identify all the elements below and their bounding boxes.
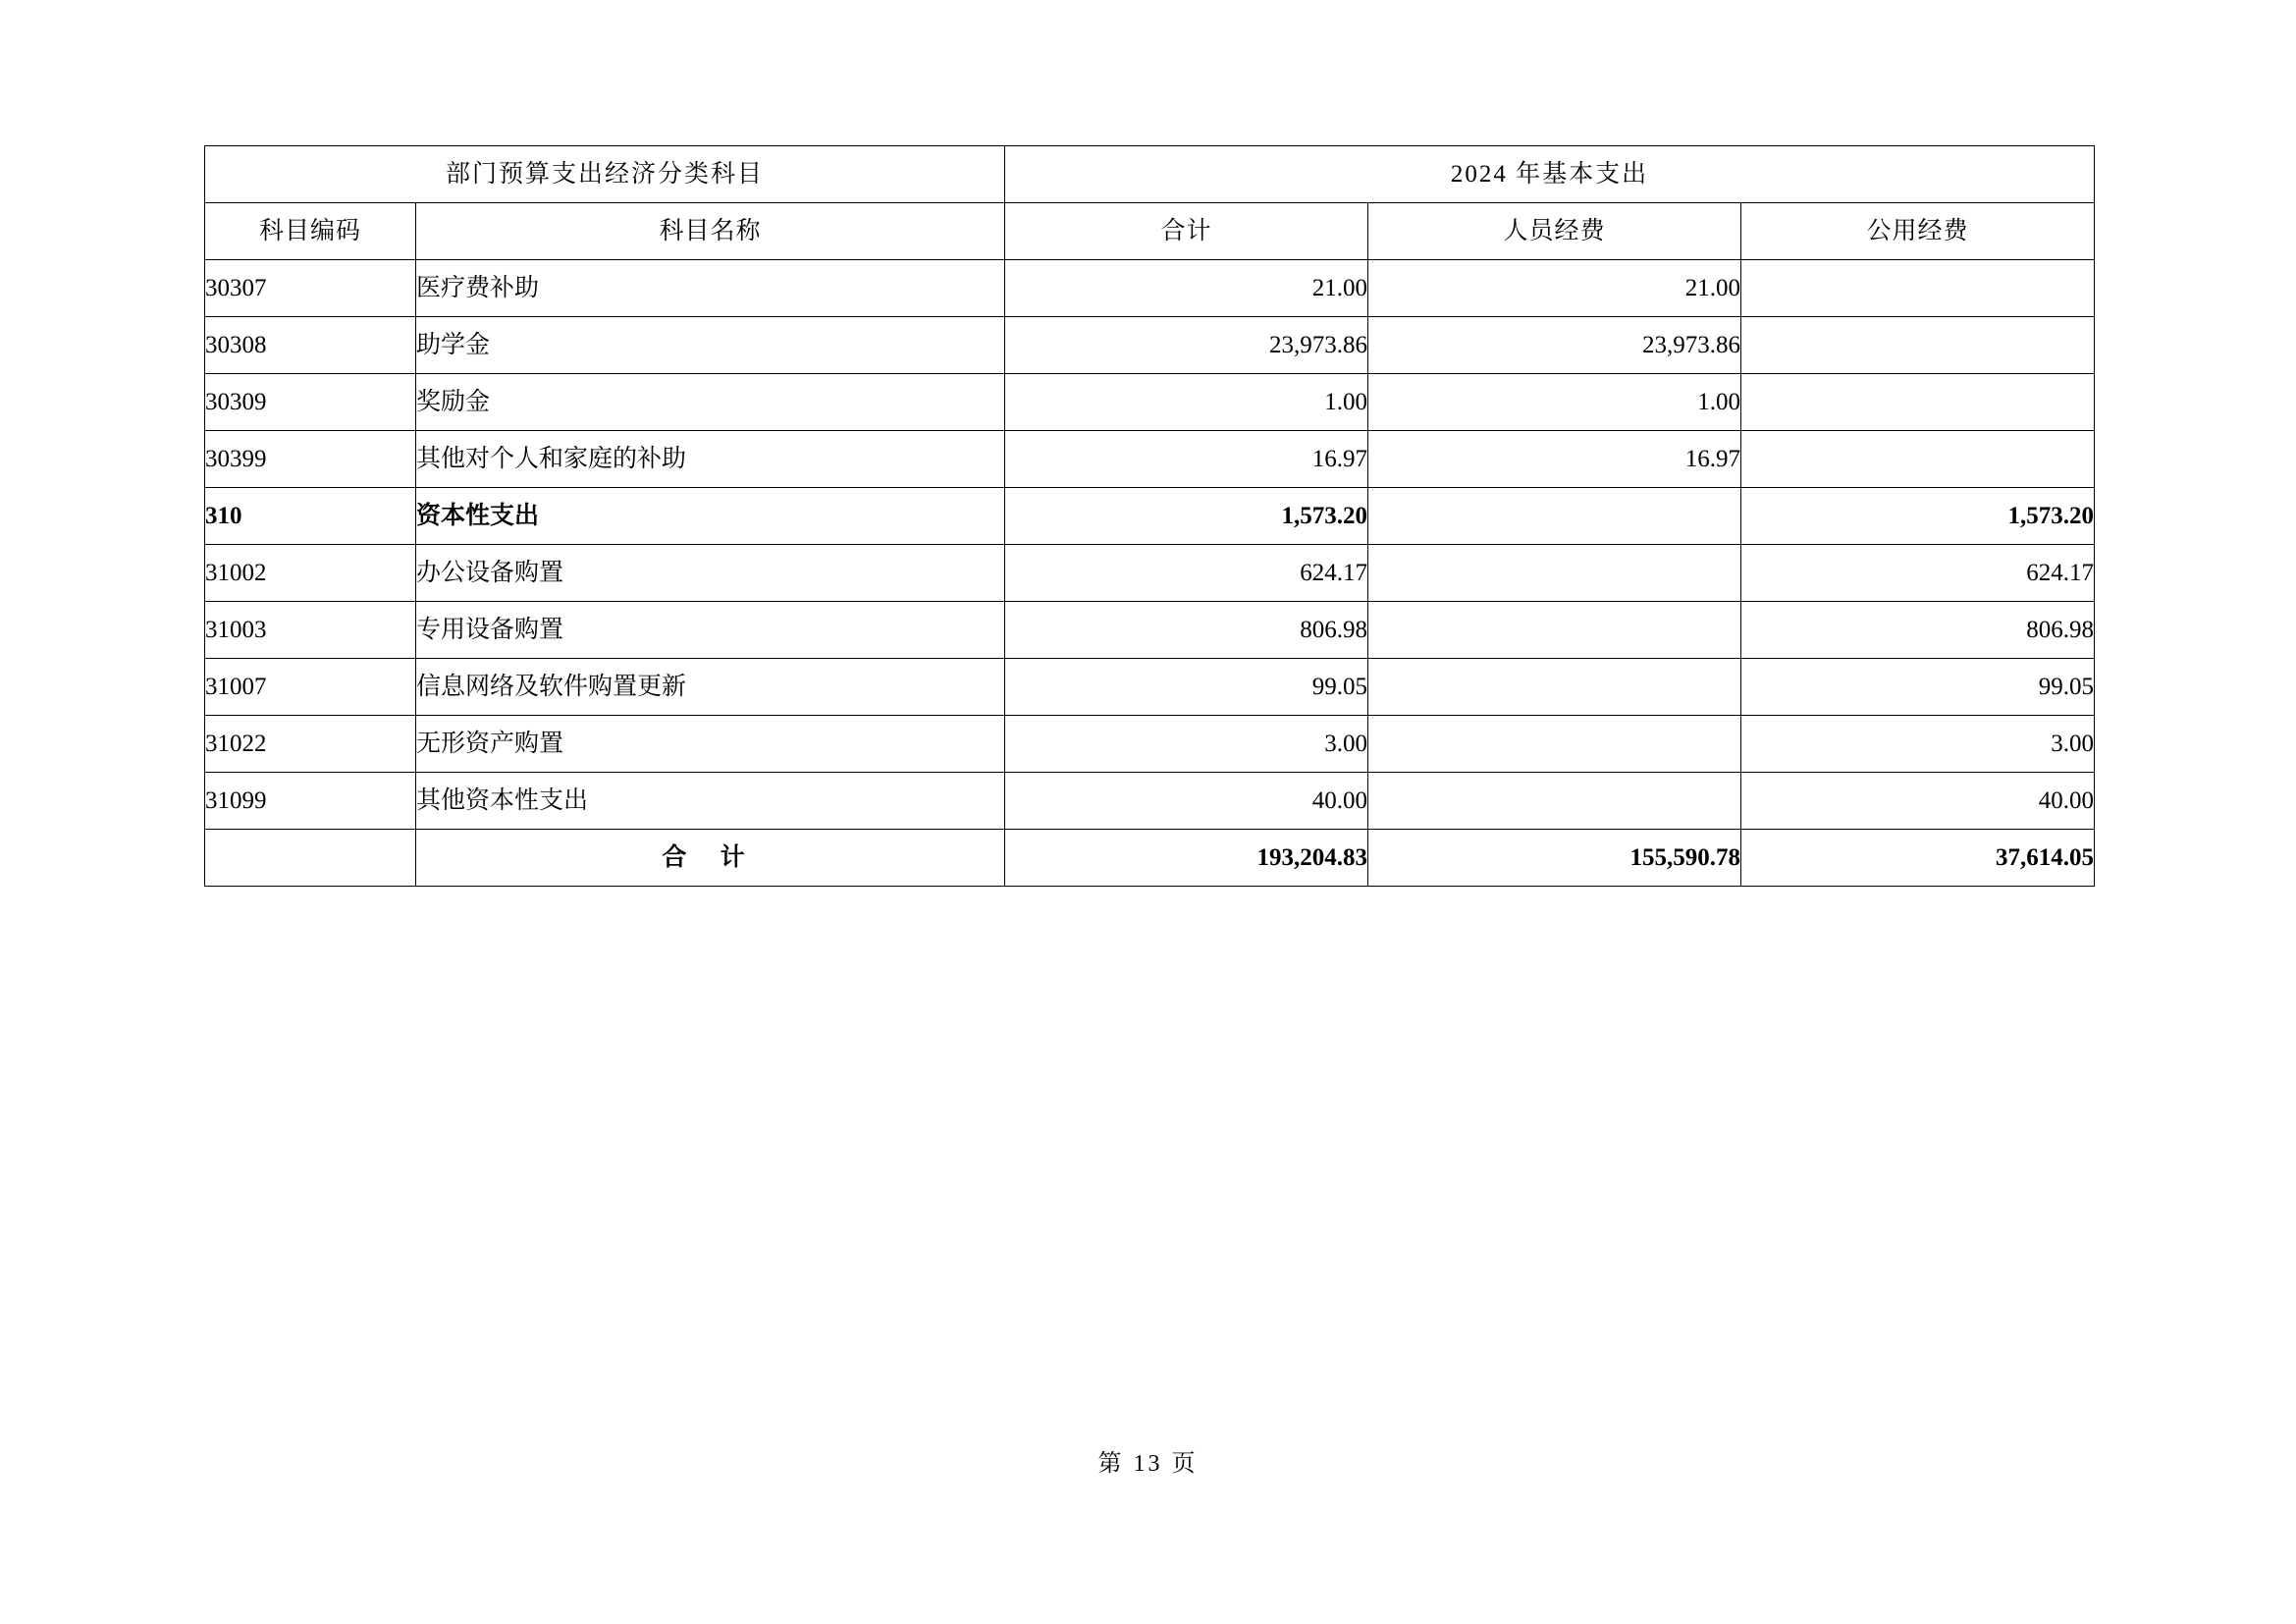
cell-public [1741, 260, 2095, 317]
cell-public [1741, 317, 2095, 374]
total-row-personnel: 155,590.78 [1368, 830, 1741, 887]
table-row [205, 659, 2095, 716]
cell-public [1741, 374, 2095, 431]
total-row-total: 193,204.83 [1005, 830, 1368, 887]
cell-name: 助学金 [416, 317, 1005, 374]
budget-expenditure-table [204, 145, 2095, 887]
cell-code: 30308 [205, 317, 416, 374]
cell-total: 3.00 [1005, 716, 1368, 773]
cell-name: 医疗费补助 [416, 260, 1005, 317]
cell-code: 310 [205, 488, 416, 545]
cell-code: 30309 [205, 374, 416, 431]
cell-personnel: 23,973.86 [1368, 317, 1741, 374]
cell-public: 3.00 [1741, 716, 2095, 773]
header-left-title: 部门预算支出经济分类科目 [205, 146, 1005, 203]
cell-name: 资本性支出 [416, 488, 1005, 545]
table-row [205, 545, 2095, 602]
table-row [205, 317, 2095, 374]
cell-name: 无形资产购置 [416, 716, 1005, 773]
cell-personnel [1368, 545, 1741, 602]
table-header [205, 146, 2095, 260]
table-header-sub-row [205, 203, 2095, 260]
cell-personnel: 1.00 [1368, 374, 1741, 431]
cell-total: 1,573.20 [1005, 488, 1368, 545]
cell-public [1741, 431, 2095, 488]
cell-total: 16.97 [1005, 431, 1368, 488]
table-row [205, 488, 2095, 545]
table-row [205, 260, 2095, 317]
cell-public: 1,573.20 [1741, 488, 2095, 545]
cell-public: 806.98 [1741, 602, 2095, 659]
column-header-code: 科目编码 [205, 203, 416, 260]
header-right-title: 2024 年基本支出 [1005, 146, 2095, 203]
table-row [205, 716, 2095, 773]
total-row-public: 37,614.05 [1741, 830, 2095, 887]
cell-total: 1.00 [1005, 374, 1368, 431]
cell-public: 99.05 [1741, 659, 2095, 716]
column-header-total: 合计 [1005, 203, 1368, 260]
cell-total: 40.00 [1005, 773, 1368, 830]
cell-code: 31003 [205, 602, 416, 659]
cell-name: 办公设备购置 [416, 545, 1005, 602]
total-row-label: 合 计 [416, 830, 1005, 887]
cell-personnel [1368, 602, 1741, 659]
column-header-name: 科目名称 [416, 203, 1005, 260]
cell-personnel [1368, 488, 1741, 545]
table-row [205, 602, 2095, 659]
cell-personnel [1368, 716, 1741, 773]
cell-total: 806.98 [1005, 602, 1368, 659]
cell-total: 624.17 [1005, 545, 1368, 602]
cell-code: 30307 [205, 260, 416, 317]
table-total-row [205, 830, 2095, 887]
cell-name: 其他对个人和家庭的补助 [416, 431, 1005, 488]
cell-personnel: 21.00 [1368, 260, 1741, 317]
column-header-personnel: 人员经费 [1368, 203, 1741, 260]
cell-code: 31022 [205, 716, 416, 773]
table-row [205, 773, 2095, 830]
cell-code: 31099 [205, 773, 416, 830]
budget-table-container [204, 145, 2094, 887]
cell-public: 624.17 [1741, 545, 2095, 602]
cell-code: 31007 [205, 659, 416, 716]
cell-name: 其他资本性支出 [416, 773, 1005, 830]
table-row [205, 374, 2095, 431]
cell-code: 30399 [205, 431, 416, 488]
cell-total: 99.05 [1005, 659, 1368, 716]
column-header-public: 公用经费 [1741, 203, 2095, 260]
cell-personnel: 16.97 [1368, 431, 1741, 488]
cell-total: 21.00 [1005, 260, 1368, 317]
cell-name: 专用设备购置 [416, 602, 1005, 659]
cell-personnel [1368, 659, 1741, 716]
total-row-empty-code [205, 830, 416, 887]
cell-total: 23,973.86 [1005, 317, 1368, 374]
cell-public: 40.00 [1741, 773, 2095, 830]
table-header-top-row [205, 146, 2095, 203]
cell-code: 31002 [205, 545, 416, 602]
cell-name: 奖励金 [416, 374, 1005, 431]
cell-name: 信息网络及软件购置更新 [416, 659, 1005, 716]
table-row [205, 431, 2095, 488]
table-body [205, 260, 2095, 887]
page-number-footer: 第 13 页 [1097, 1451, 1199, 1477]
cell-personnel [1368, 773, 1741, 830]
